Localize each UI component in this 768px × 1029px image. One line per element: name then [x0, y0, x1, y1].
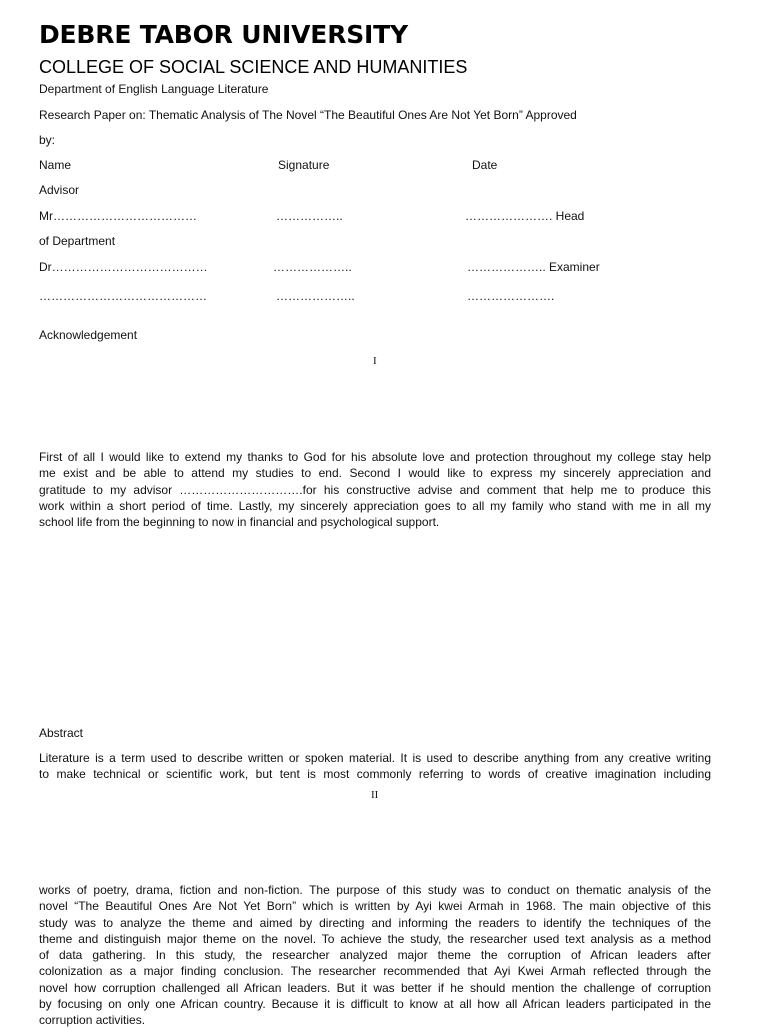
- advisor-signature-blank: ……………..: [276, 209, 343, 223]
- head-of-department-label: of Department: [39, 234, 116, 248]
- page-number-i: I: [373, 355, 377, 367]
- approved-by-label: by:: [39, 133, 56, 147]
- examiner-name-blank: ……………………………………: [39, 289, 207, 303]
- acknowledgement-paragraph: [39, 449, 711, 530]
- text-line: school life from the beginning to now in financial and psychological support.: [39, 515, 440, 530]
- college-title: COLLEGE OF SOCIAL SCIENCE AND HUMANITIES: [39, 57, 468, 77]
- text-line: colonization as a major finding conclusion. The researcher recommended that Ayi Kwei Armah reflected through the: [39, 964, 711, 979]
- examiner-signature-blank: ………………..: [276, 289, 355, 303]
- text-line: study was to analyze the theme and aimed by directing and informing the readers to identify the techniques of the: [39, 915, 711, 930]
- text-line: First of all I would like to extend my thanks to God for his absolute love and protection throughout my college stay help: [39, 450, 711, 464]
- text-line: to make technical or scientific work, but tent is most commonly referring to words of creative imagination including: [39, 767, 711, 782]
- university-title: DEBRE TABOR UNIVERSITY: [39, 20, 408, 49]
- text-line: Literature is a term used to describe written or spoken material. It is used to describe anything from any creative writing: [39, 751, 711, 765]
- abstract-heading: Abstract: [39, 726, 84, 740]
- abstract-body-paragraph: [39, 882, 711, 1029]
- text-line: works of poetry, drama, fiction and non-fiction. The purpose of this study was to conduct on thematic analysis of the: [39, 883, 711, 897]
- text-line: by focusing on only one African country. Because it is difficult to know at all how all African leaders participated in the: [39, 997, 711, 1012]
- text-line: work within a short period of time. Lastly, my sincerely appreciation goes to all my family who stand with me in all my: [39, 498, 711, 513]
- text-line: me exist and be able to attend my studies to end. Second I would like to express my sincerely appreciation and: [39, 466, 711, 481]
- text-line: novel how corruption challenged all African leaders. But it was better if he should mention the challenge of corruption: [39, 980, 711, 995]
- column-header-signature: Signature: [278, 158, 330, 172]
- text-line: corruption activities.: [39, 1013, 146, 1028]
- advisor-date-blank: …………………. Head: [465, 209, 585, 223]
- examiner-date-blank: ………………….: [467, 289, 555, 303]
- head-signature-blank: ………………..: [273, 260, 352, 274]
- column-header-date: Date: [472, 158, 498, 172]
- advisor-label: Advisor: [39, 183, 80, 197]
- head-name-blank: Dr…………………………………: [39, 260, 208, 274]
- column-header-name: Name: [39, 158, 72, 172]
- text-line: of data gathering. In this study, the researcher analyzed major theme the corruption of African leaders after: [39, 948, 711, 963]
- text-line: theme and distinguish major theme on the novel. To achieve the study, the researcher used text analysis as a method: [39, 931, 711, 946]
- page-number-ii: II: [371, 789, 379, 801]
- advisor-name-blank: Mr………………………………: [39, 209, 197, 223]
- text-line: novel “The Beautiful Ones Are Not Yet Born” which is written by Ayi kwei Armah in 1968. The main objective of this: [39, 899, 711, 914]
- abstract-intro-paragraph: [39, 750, 711, 783]
- acknowledgement-heading: Acknowledgement: [39, 328, 138, 342]
- research-paper-line: Research Paper on: Thematic Analysis of The Novel “The Beautiful Ones Are Not Yet Born” Approved: [39, 108, 577, 122]
- department-line: Department of English Language Literature: [39, 82, 269, 96]
- head-date-blank: ……………….. Examiner: [467, 260, 600, 274]
- text-line: gratitude to my advisor ………………………….for his constructive advise and comment that help me to produce this: [39, 482, 711, 497]
